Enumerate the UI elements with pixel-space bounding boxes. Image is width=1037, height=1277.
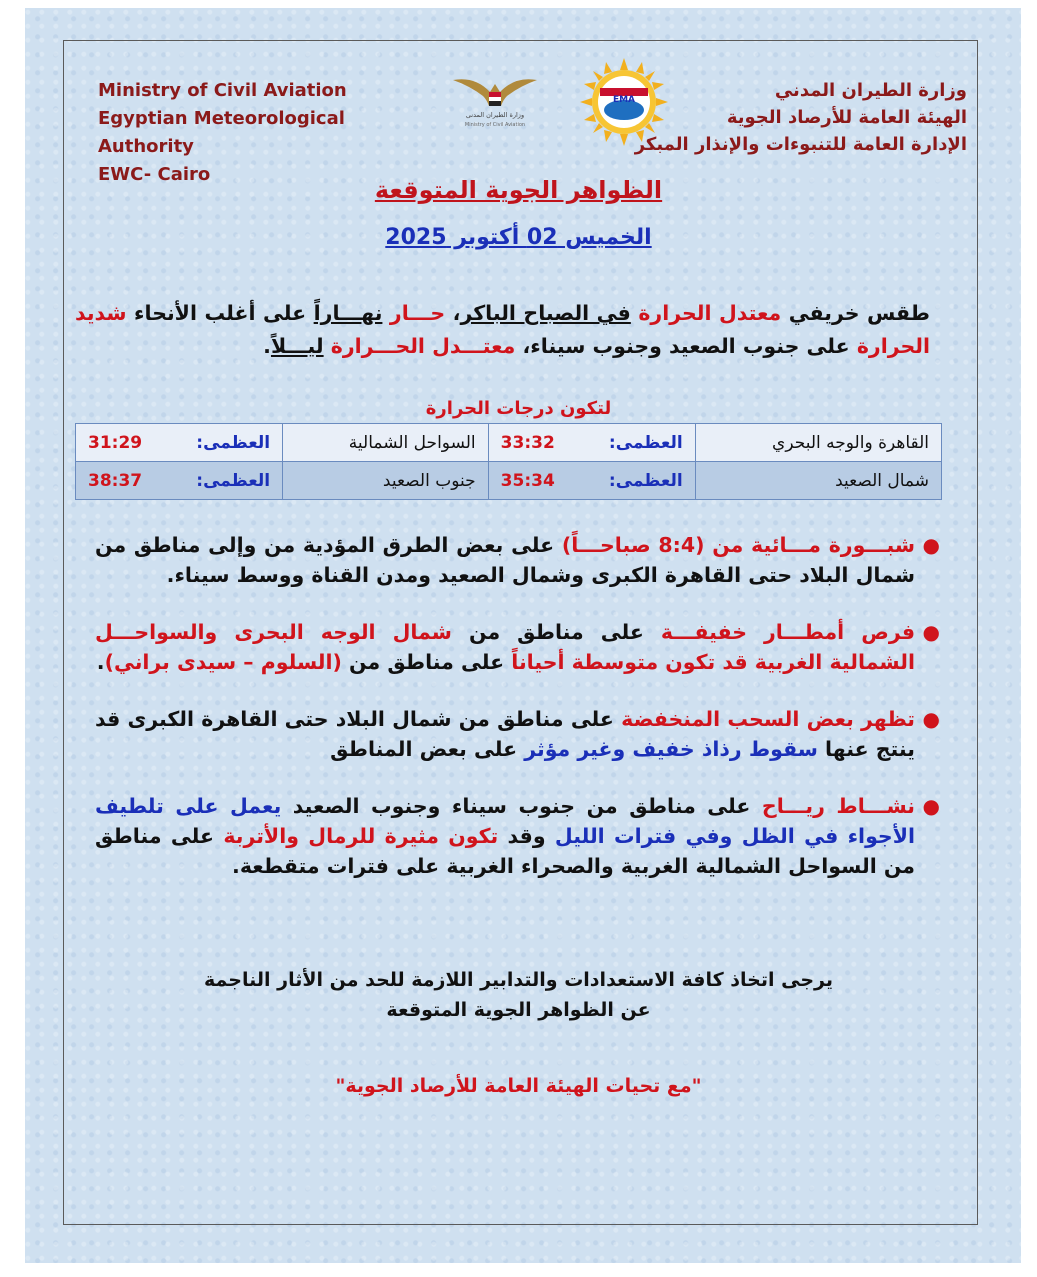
- header-arabic: [607, 77, 967, 158]
- intro-text: ،: [445, 301, 461, 325]
- table-row: [76, 462, 942, 500]
- bullet-highlight-blue: سقوط رذاذ خفيف وغير مؤثر: [524, 737, 818, 761]
- bullet-clouds: [95, 704, 940, 764]
- temperature-table: [75, 423, 942, 500]
- bullet-winds: [95, 791, 940, 881]
- max-value: 35:34: [500, 470, 555, 491]
- bullet-text: على بعض الطرق المؤدية من وإلى مناطق من شمال البلاد حتى القاهرة الكبرى وشمال الصعيد ومدن القناة ووسط سيناء.: [95, 533, 915, 587]
- regards-line: "مع تحيات الهيئة العامة للأرصاد الجوية": [335, 1075, 702, 1097]
- bullet-icon: ●: [922, 794, 940, 818]
- intro-paragraph: [75, 297, 930, 363]
- center-name-en: EWC- Cairo: [98, 164, 211, 185]
- authority-name-ar: الهيئة العامة للأرصاد الجوية: [726, 107, 967, 128]
- max-value: 33:32: [500, 432, 555, 453]
- bullet-rain: [95, 617, 940, 677]
- bullet-text: على مناطق من: [451, 620, 661, 644]
- region-cell: السواحل الشمالية: [283, 424, 489, 462]
- ministry-name-ar: وزارة الطيران المدني: [774, 80, 967, 101]
- bullet-highlight: شمال الوجه البحرى والسواحـــل الشمالية الغربية قد تكون متوسطة أحياناً: [95, 620, 915, 674]
- bullet-text: .: [96, 650, 105, 674]
- closing-line: عن الظواهر الجوية المتوقعة: [386, 999, 651, 1021]
- max-temp-cell: [76, 462, 283, 500]
- header-english: [98, 77, 438, 189]
- bullet-text: على مناطق من: [341, 650, 512, 674]
- ministry-name-en: Ministry of Civil Aviation: [98, 80, 347, 101]
- intro-text: على أغلب الأنحاء: [126, 301, 314, 325]
- region-cell: جنوب الصعيد: [283, 462, 489, 500]
- table-row: [76, 424, 942, 462]
- max-temp-cell: [76, 424, 283, 462]
- bullet-icon: ●: [922, 533, 940, 557]
- intro-text: .: [263, 334, 271, 358]
- bullet-text: على مناطق من شمال البلاد حتى القاهرة الكبرى قد ينتج عنها: [95, 707, 915, 761]
- max-temp-cell: [488, 424, 695, 462]
- bullet-highlight: فرص أمطـــار خفيفـــة: [660, 620, 915, 644]
- intro-text: [382, 301, 389, 325]
- ema-logo-text: EMA: [612, 95, 636, 105]
- max-label: العظمى:: [196, 432, 271, 453]
- max-value: 38:37: [88, 470, 143, 491]
- region-cell: القاهرة والوجه البحري: [695, 424, 941, 462]
- bulletin-title: الظواهر الجوية المتوقعة: [374, 176, 663, 204]
- bullet-text: على بعض المناطق: [330, 737, 525, 761]
- intro-underlined: في الصباح الباكر: [460, 301, 631, 325]
- logo-caption-en: Ministry of Civil Aviation: [464, 122, 526, 128]
- department-name-ar: الإدارة العامة للتنبوءات والإنذار المبكر: [634, 134, 967, 155]
- bullet-highlight: تكون مثيرة للرمال والأتربة: [223, 824, 499, 848]
- bulletin-date: الخميس 02 أكتوبر 2025: [385, 225, 652, 250]
- closing-note: [0, 965, 1037, 1025]
- bullet-highlight: نشـــاط ريـــاح: [761, 794, 915, 818]
- intro-highlight: حـــار: [389, 301, 446, 325]
- closing-line: يرجى اتخاذ كافة الاستعدادات والتدابير اللازمة للحد من الأثار الناجمة: [204, 969, 833, 991]
- max-label: العظمى:: [196, 470, 271, 491]
- max-value: 31:29: [88, 432, 143, 453]
- bullet-highlight: شبـــورة مـــائية من (8:4 صباحـــاً): [561, 533, 915, 557]
- forecast-bullets: [95, 530, 940, 908]
- max-label: العظمى:: [608, 432, 683, 453]
- intro-text: [324, 334, 331, 358]
- ministry-eagle-logo: [445, 70, 545, 134]
- max-label: العظمى:: [608, 470, 683, 491]
- bullet-text: على مناطق من السواحل الشمالية الغربية والصحراء الغربية على فترات متقطعة.: [95, 824, 915, 878]
- bullet-text: على مناطق من جنوب سيناء وجنوب الصعيد: [281, 794, 762, 818]
- intro-underlined: نهـــاراً: [313, 301, 383, 325]
- authority-name-en: Egyptian Meteorological Authority: [98, 108, 345, 157]
- bullet-fog: [95, 530, 940, 590]
- intro-highlight: معتدل الحرارة: [638, 301, 782, 325]
- intro-text: طقس خريفي: [781, 301, 930, 325]
- intro-text: على جنوب الصعيد وجنوب سيناء،: [515, 334, 857, 358]
- bullet-highlight: (السلوم – سيدى براني): [104, 650, 342, 674]
- bullet-highlight: تظهر بعض السحب المنخفضة: [621, 707, 915, 731]
- intro-underlined: ليـــلاً: [270, 334, 324, 358]
- max-temp-cell: [488, 462, 695, 500]
- bullet-highlight-blue: يعمل على تلطيف الأجواء في الظل وفي فترات الليل: [95, 794, 916, 848]
- temperature-caption: لتكون درجات الحرارة: [425, 398, 612, 419]
- logo-caption-ar: وزارة الطيران المدنى: [465, 111, 525, 119]
- bullet-text: وقد: [498, 824, 555, 848]
- intro-highlight: شديد الحرارة: [75, 301, 930, 358]
- region-cell: شمال الصعيد: [695, 462, 941, 500]
- bullet-icon: ●: [922, 620, 940, 644]
- intro-highlight: معتـــدل الحـــرارة: [330, 334, 516, 358]
- bullet-icon: ●: [922, 707, 940, 731]
